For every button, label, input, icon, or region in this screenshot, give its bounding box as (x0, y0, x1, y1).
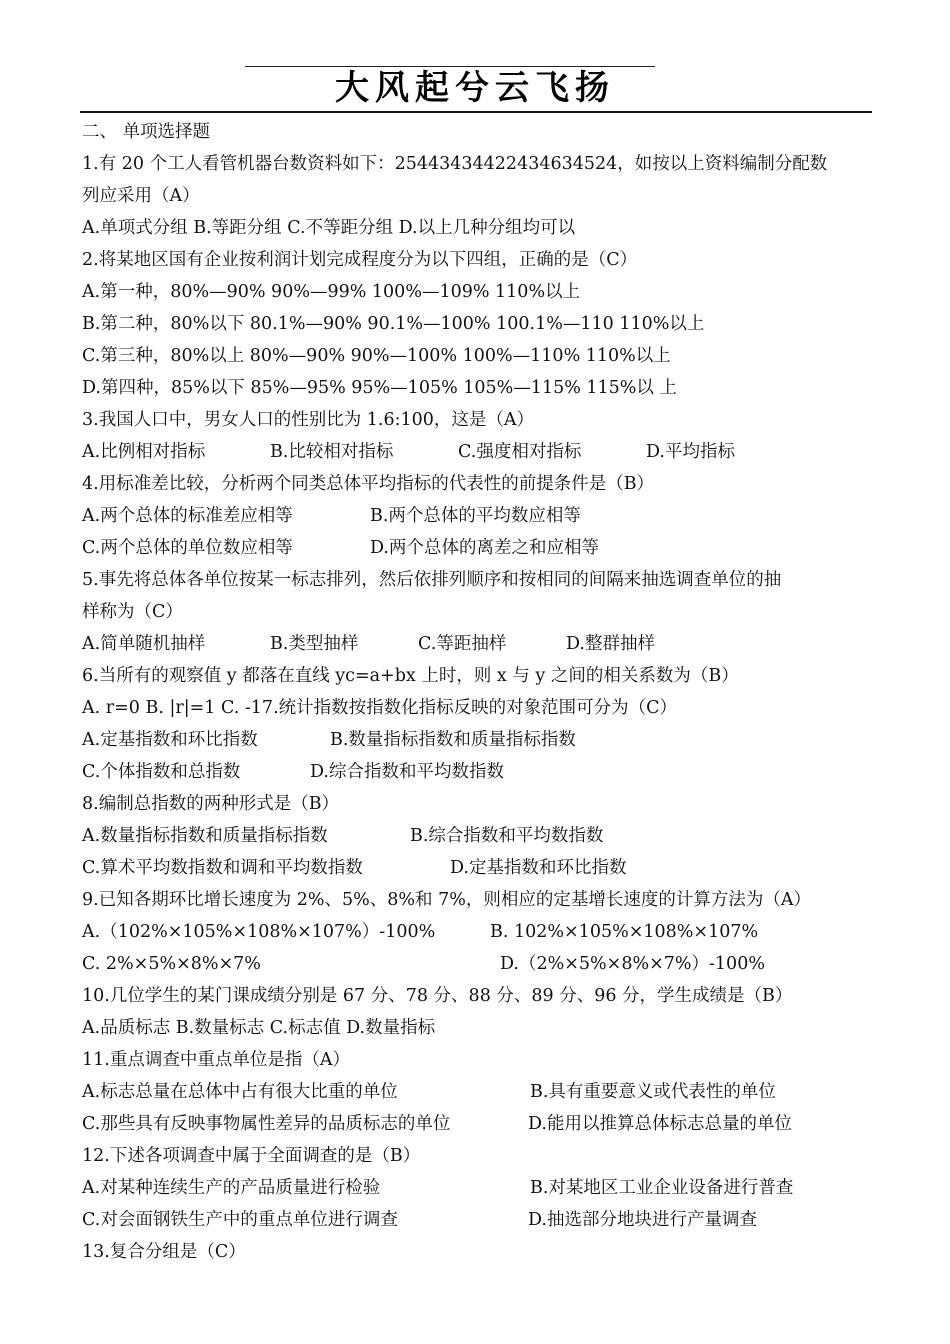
option-a: A.简单随机抽样 (82, 634, 206, 654)
question-7-options-cd (82, 756, 882, 788)
question-9-options-ab (82, 916, 882, 948)
question-3-stem: 3.我国人口中，男女人口的性别比为 1.6:100，这是（A） (82, 410, 535, 430)
question-6-stem: 6.当所有的观察值 y 都落在直线 yc=a+bx 上时，则 x 与 y 之间的相关系数为（B） (82, 666, 739, 686)
question-4-stem: 4.用标准差比较，分析两个同类总体平均指标的代表性的前提条件是（B） (82, 474, 655, 494)
question-8-options-ab (82, 820, 882, 852)
question-8-stem: 8.编制总指数的两种形式是（B） (82, 794, 340, 814)
question-2-option-c: C.第三种，80%以上 80%—90% 90%—100% 100%—110% 110%以上 (82, 346, 671, 366)
option-d: D.平均指标 (646, 442, 735, 462)
question-7-options-ab (82, 724, 882, 756)
option-d: D.两个总体的离差之和应相等 (370, 538, 599, 558)
question-10-stem: 10.几位学生的某门课成绩分别是 67 分、78 分、88 分、89 分、96 分，学生成绩是（B） (82, 986, 793, 1006)
option-a: A.两个总体的标准差应相等 (82, 506, 293, 526)
question-5-options (82, 628, 882, 660)
question-13-stem: 13.复合分组是（C） (82, 1242, 246, 1262)
question-11-options-ab (82, 1076, 882, 1108)
question-1-stem-cont: 列应采用（A） (82, 186, 200, 206)
option-c: C.等距抽样 (418, 634, 507, 654)
option-c: C.个体指数和总指数 (82, 762, 241, 782)
option-d: D.整群抽样 (566, 634, 655, 654)
option-b: B.综合指数和平均数指数 (410, 826, 604, 846)
question-9-options-cd (82, 948, 882, 980)
option-d: D.定基指数和环比指数 (450, 858, 627, 878)
question-2-stem: 2.将某地区国有企业按利润计划完成程度分为以下四组，正确的是（C） (82, 250, 638, 270)
question-11-stem: 11.重点调查中重点单位是指（A） (82, 1050, 350, 1070)
option-b: B.数量指标指数和质量指标指数 (330, 730, 576, 750)
option-b: B.对某地区工业企业设备进行普查 (530, 1178, 794, 1198)
question-11-options-cd (82, 1108, 882, 1140)
option-a: A.对某种连续生产的产品质量进行检验 (82, 1178, 381, 1198)
question-2-option-a: A.第一种，80%—90% 90%—99% 100%—109% 110%以上 (82, 282, 581, 302)
option-b: B.具有重要意义或代表性的单位 (530, 1082, 776, 1102)
question-3-options (82, 436, 882, 468)
option-a: A.比例相对指标 (82, 442, 206, 462)
option-d: D.（2%×5%×8%×7%）-100% (500, 954, 765, 974)
question-4-options-ab (82, 500, 882, 532)
option-d: D.能用以推算总体标志总量的单位 (528, 1114, 792, 1134)
option-d: D.综合指数和平均数指数 (310, 762, 504, 782)
option-b: B. 102%×105%×108%×107% (490, 922, 759, 942)
option-c: C. 2%×5%×8%×7% (82, 954, 261, 974)
option-a: A.定基指数和环比指数 (82, 730, 258, 750)
question-12-options-ab (82, 1172, 882, 1204)
option-b: B.比较相对指标 (270, 442, 394, 462)
header-bottom-rule (80, 111, 872, 113)
page-banner-title: 大风起兮云飞扬 (335, 68, 615, 108)
question-5-stem: 5.事先将总体各单位按某一标志排列，然后依排列顺序和按相同的间隔来抽选调查单位的抽 (82, 570, 782, 590)
question-8-options-cd (82, 852, 882, 884)
option-c: C.对会面钢铁生产中的重点单位进行调查 (82, 1210, 398, 1230)
question-1-stem: 1.有 20 个工人看管机器台数资料如下：25443434422434634524，如按以上资料编制分配数 (82, 154, 828, 174)
option-c: C.两个总体的单位数应相等 (82, 538, 293, 558)
question-2-option-b: B.第二种，80%以下 80.1%—90% 90.1%—100% 100.1%—110 110%以上 (82, 314, 705, 334)
question-1-options: A.单项式分组 B.等距分组 C.不等距分组 D.以上几种分组均可以 (82, 218, 576, 238)
option-d: D.抽选部分地块进行产量调查 (528, 1210, 757, 1230)
option-c: C.算术平均数指数和调和平均数指数 (82, 858, 363, 878)
section-heading: 二、 单项选择题 (82, 122, 211, 142)
question-12-options-cd (82, 1204, 882, 1236)
document-body (82, 116, 882, 1268)
question-5-stem-cont: 样称为（C） (82, 602, 183, 622)
option-a: A.数量指标指数和质量指标指数 (82, 826, 328, 846)
question-4-options-cd (82, 532, 882, 564)
option-b: B.两个总体的平均数应相等 (370, 506, 581, 526)
option-c: C.那些具有反映事物属性差异的品质标志的单位 (82, 1114, 451, 1134)
option-b: B.类型抽样 (270, 634, 359, 654)
option-a: A.（102%×105%×108%×107%）-100% (82, 922, 436, 942)
option-c: C.强度相对指标 (458, 442, 582, 462)
question-9-stem: 9.已知各期环比增长速度为 2%、5%、8%和 7%，则相应的定基增长速度的计算方法为（A） (82, 890, 812, 910)
question-12-stem: 12.下述各项调查中属于全面调查的是（B） (82, 1146, 421, 1166)
question-10-options: A.品质标志 B.数量标志 C.标志值 D.数量指标 (82, 1018, 436, 1038)
question-2-option-d: D.第四种，85%以下 85%—95% 95%—105% 105%—115% 115%以 上 (82, 378, 677, 398)
question-6-7-mixed: A. r=0 B. |r|=1 C. -17.统计指数按指数化指标反映的对象范围可分为（C） (82, 698, 678, 718)
option-a: A.标志总量在总体中占有很大比重的单位 (82, 1082, 398, 1102)
